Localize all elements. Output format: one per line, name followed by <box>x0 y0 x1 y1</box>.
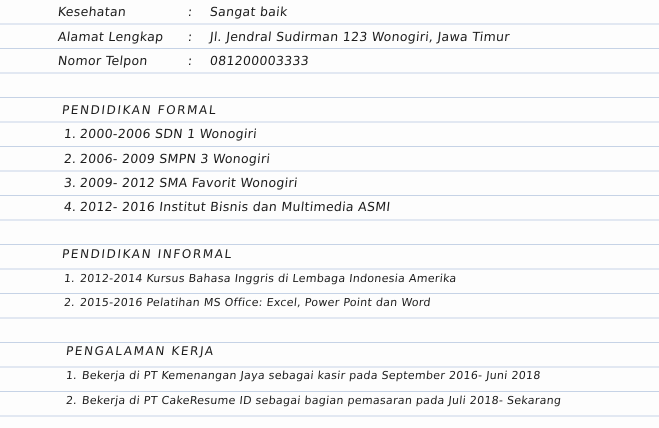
item-text: 2009- 2012 SMA Favorit Wonogiri <box>79 175 299 190</box>
list-item <box>65 394 562 407</box>
item-text: 2000-2006 SDN 1 Wonogiri <box>79 126 258 141</box>
field-label: Nomor Telpon <box>57 53 149 68</box>
list-item <box>63 296 431 309</box>
heading-pendidikan-informal: PENDIDIKAN INFORMAL <box>61 247 234 261</box>
list-item <box>63 175 298 190</box>
field-value: Sangat baik <box>209 4 289 19</box>
list-item <box>63 272 457 285</box>
list-item <box>63 126 258 141</box>
field-label: Alamat Lengkap <box>57 29 165 44</box>
item-number: 3. <box>63 175 78 190</box>
item-number: 2. <box>65 394 78 407</box>
field-telpon <box>57 53 310 68</box>
list-item <box>63 151 271 166</box>
item-number: 1. <box>63 272 76 285</box>
list-item <box>63 199 391 214</box>
field-label: Kesehatan <box>57 4 128 19</box>
field-separator: : <box>187 4 194 19</box>
item-text: 2015-2016 Pelatihan MS Office: Excel, Power Point dan Word <box>79 296 432 309</box>
item-number: 2. <box>63 151 78 166</box>
item-text: Bekerja di PT Kemenangan Jaya sebagai kasir pada September 2016- Juni 2018 <box>81 369 542 382</box>
item-number: 1. <box>65 369 78 382</box>
field-value: Jl. Jendral Sudirman 123 Wonogiri, Jawa Timur <box>209 29 511 44</box>
field-alamat <box>57 29 510 44</box>
heading-pendidikan-formal: PENDIDIKAN FORMAL <box>61 103 218 117</box>
field-value: 081200003333 <box>209 53 310 68</box>
item-text: 2012- 2016 Institut Bisnis dan Multimedia ASMI <box>79 199 392 214</box>
item-text: Bekerja di PT CakeResume ID sebagai bagian pemasaran pada Juli 2018- Sekarang <box>81 394 563 407</box>
item-number: 4. <box>63 199 78 214</box>
heading-pengalaman-kerja: PENGALAMAN KERJA <box>65 344 216 358</box>
item-text: 2006- 2009 SMPN 3 Wonogiri <box>79 151 272 166</box>
field-kesehatan <box>57 4 288 19</box>
field-separator: : <box>187 53 194 68</box>
item-number: 2. <box>63 296 76 309</box>
item-text: 2012-2014 Kursus Bahasa Inggris di Lembaga Indonesia Amerika <box>79 272 458 285</box>
list-item <box>65 369 541 382</box>
field-separator: : <box>187 29 194 44</box>
item-number: 1. <box>63 126 78 141</box>
